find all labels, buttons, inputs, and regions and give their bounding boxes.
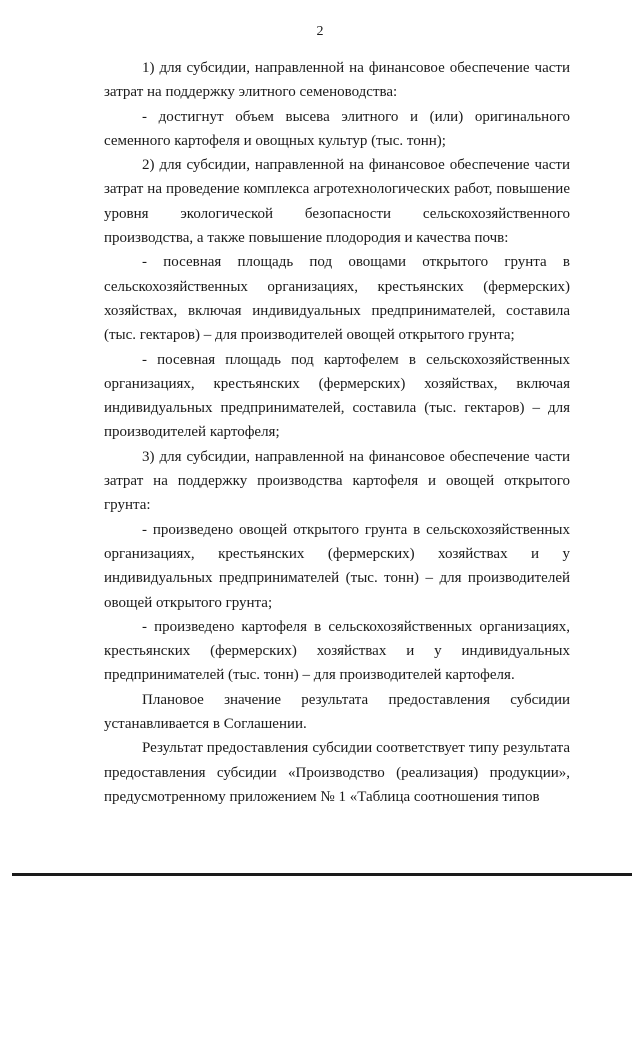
page-number: 2 [316,24,324,39]
paragraph-planned-value: Плановое значение результата предоставления субсидии устанавливается в Соглашении. [104,691,570,733]
paragraph-subsidy-2-heading: 2) для субсидии, направленной на финансовое обеспечение части затрат на проведение комплекса агротехнологических работ, повышение уровня экологической безопасности сельскохозяйственного производства, а также повышение плодородия и качества почв: [104,157,570,247]
paragraph-result-type: Результат предоставления субсидии соответствует типу результата предоставления субсидии «Производство (реализация) продукции», предусмотренному приложением № 1 «Таблица соотношения типов [104,740,570,805]
paragraph-subsidy-2-item-vegetables: - посевная площадь под овощами открытого грунта в сельскохозяйственных организациях, крестьянских (фермерских) хозяйствах, включая индивидуальных предпринимателей, составила (тыс. гектаров) – для производителей овощей открытого грунта; [104,254,570,344]
paragraph-subsidy-1-heading: 1) для субсидии, направленной на финансовое обеспечение части затрат на поддержку элитного семеноводства: [104,60,570,101]
paragraph-subsidy-3-item-vegetables: - произведено овощей открытого грунта в сельскохозяйственных организациях, крестьянских (фермерских) хозяйствах и у индивидуальных предпринимателей (тыс. тонн) – для производителей овощей открытого грунта; [104,521,570,611]
paragraph-subsidy-2-item-potatoes: - посевная площадь под картофелем в сельскохозяйственных организациях, крестьянских (фермерских) хозяйствах, включая индивидуальных предпринимателей, составила (тыс. гектаров) – для производителей картофеля; [104,351,570,441]
document-body [104,56,570,809]
bottom-scan-line [12,873,632,876]
paragraph-subsidy-1-item: - достигнут объем высева элитного и (или) оригинального семенного картофеля и овощных культур (тыс. тонн); [104,108,570,149]
paragraph-subsidy-3-heading: 3) для субсидии, направленной на финансовое обеспечение части затрат на поддержку производства картофеля и овощей открытого грунта: [104,448,570,514]
paragraph-subsidy-3-item-potatoes: - произведено картофеля в сельскохозяйственных организациях, крестьянских (фермерских) хозяйствах и у индивидуальных предпринимателей (тыс. тонн) – для производителей картофеля. [104,618,570,684]
